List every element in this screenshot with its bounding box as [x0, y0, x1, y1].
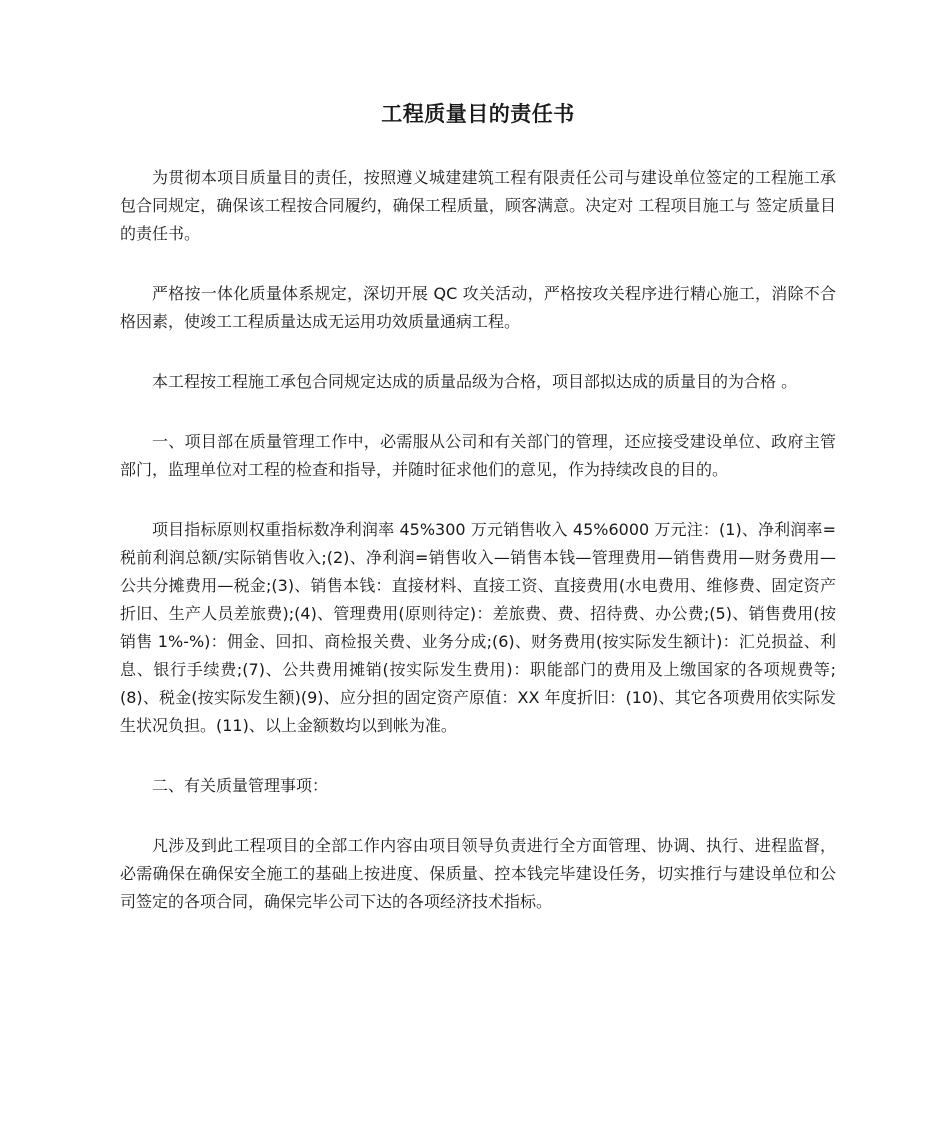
- paragraph-indicators: 项目指标原则权重指标数净利润率 45%300 万元销售收入 45%6000 万元注：(1)、净利润率=税前利润总额/实际销售收入;(2)、净利润=销售收入—销售本钱—管理费用—销售费用—财务费用—公共分摊费用—税金;(3)、销售本钱：直接材料、直接工资、直接费用(水电费用、维修费、固定资产折旧、生产人员差旅费);(4)、管理费用(原则待定)：差旅费、费、招待费、办公费;(5)、销售费用(按销售 1%-%)：佣金、回扣、商检报关费、业务分成;(6)、财务费用(按实际发生额计)：汇兑损益、利息、银行手续费;(7)、公共费用摊销(按实际发生费用)：职能部门的费用及上缴国家的各项规费等;(8)、税金(按实际发生额)(9)、应分担的固定资产原值：XX 年度折旧：(10)、其它各项费用依实际发生状况负担。(11)、以上金额数均以到帐为准。: [120, 520, 836, 735]
- paragraph-section-one: 一、项目部在质量管理工作中，必需服从公司和有关部门的管理，还应接受建设单位、政府主管部门，监理单位对工程的检查和指导，并随时征求他们的意见，作为持续改良的目的。: [120, 432, 836, 479]
- paragraph-purpose: 为贯彻本项目质量目的责任，按照遵义城建建筑工程有限责任公司与建设单位签定的工程施工承包合同规定，确保该工程按合同履约，确保工程质量，顾客满意。决定对 工程项目施工与 签定质量目的责任书。: [120, 168, 836, 243]
- paragraph-management: 凡涉及到此工程项目的全部工作内容由项目领导负责进行全方面管理、协调、执行、进程监督，必需确保在确保安全施工的基础上按进度、保质量、控本钱完毕建设任务，切实推行与建设单位和公司签定的各项合同，确保完毕公司下达的各项经济技术指标。: [120, 836, 836, 911]
- paragraph-quality-grade: 本工程按工程施工承包合同规定达成的质量品级为合格，项目部拟达成的质量目的为合格 。: [152, 372, 798, 391]
- paragraph-qc-activity: 严格按一体化质量体系规定，深切开展 QC 攻关活动，严格按攻关程序进行精心施工，消除不合格因素，使竣工工程质量达成无运用功效质量通病工程。: [120, 284, 836, 331]
- document-title: 工程质量目的责任书: [381, 102, 575, 126]
- paragraph-section-two-heading: 二、有关质量管理事项：: [152, 776, 329, 795]
- document-page: [120, 0, 836, 916]
